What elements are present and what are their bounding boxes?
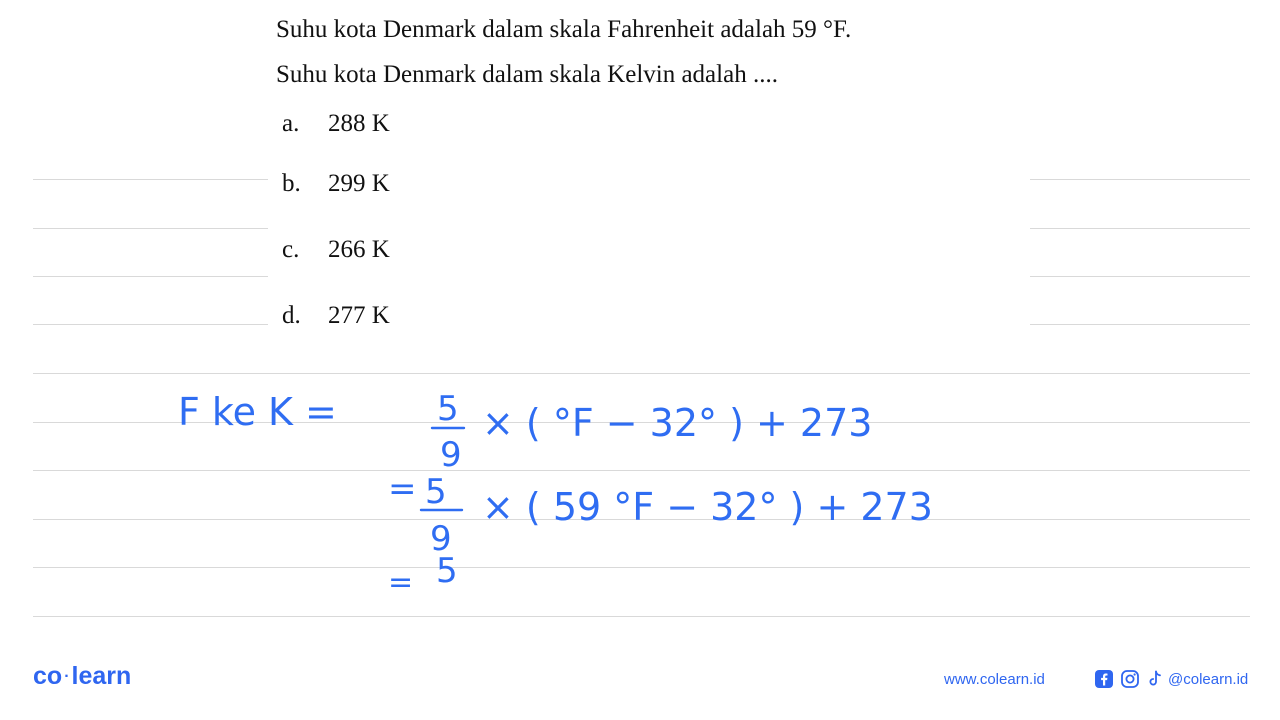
hw-line1-lhs: F ke K = <box>178 390 337 434</box>
question-line-1: Suhu kota Denmark dalam skala Fahrenheit adalah 59 °F. <box>276 16 852 43</box>
hw-line2-eq: = <box>388 469 417 509</box>
option-letter: c. <box>282 236 300 263</box>
facebook-icon[interactable] <box>1094 669 1114 689</box>
hw-line2-frac-den: 9 <box>430 519 452 559</box>
logo-dot: · <box>64 668 70 686</box>
tiktok-icon[interactable] <box>1145 669 1165 689</box>
option-text: 299 K <box>328 170 390 197</box>
hw-line3-eq: = <box>388 565 414 600</box>
option-letter: a. <box>282 110 300 137</box>
social-handle[interactable]: @colearn.id <box>1168 671 1249 688</box>
logo-right: learn <box>71 662 132 690</box>
logo-left: co <box>33 662 63 690</box>
hw-line2-frac-num: 5 <box>425 472 447 512</box>
hw-line3-value: 5 <box>436 551 458 591</box>
hw-line1-frac-den: 9 <box>440 435 462 475</box>
option-text: 288 K <box>328 110 390 137</box>
option-text: 266 K <box>328 236 390 263</box>
instagram-icon[interactable] <box>1120 669 1140 689</box>
option-letter: d. <box>282 302 301 329</box>
hw-line1-frac-num: 5 <box>437 389 459 429</box>
hw-line1-rest: × ( °F − 32° ) + 273 <box>482 401 873 445</box>
colearn-logo <box>33 662 131 691</box>
option-letter: b. <box>282 170 301 197</box>
question-line-2: Suhu kota Denmark dalam skala Kelvin adalah .... <box>276 61 778 88</box>
hw-line2-rest: × ( 59 °F − 32° ) + 273 <box>482 485 933 529</box>
option-text: 277 K <box>328 302 390 329</box>
website-link[interactable]: www.colearn.id <box>944 671 1045 688</box>
